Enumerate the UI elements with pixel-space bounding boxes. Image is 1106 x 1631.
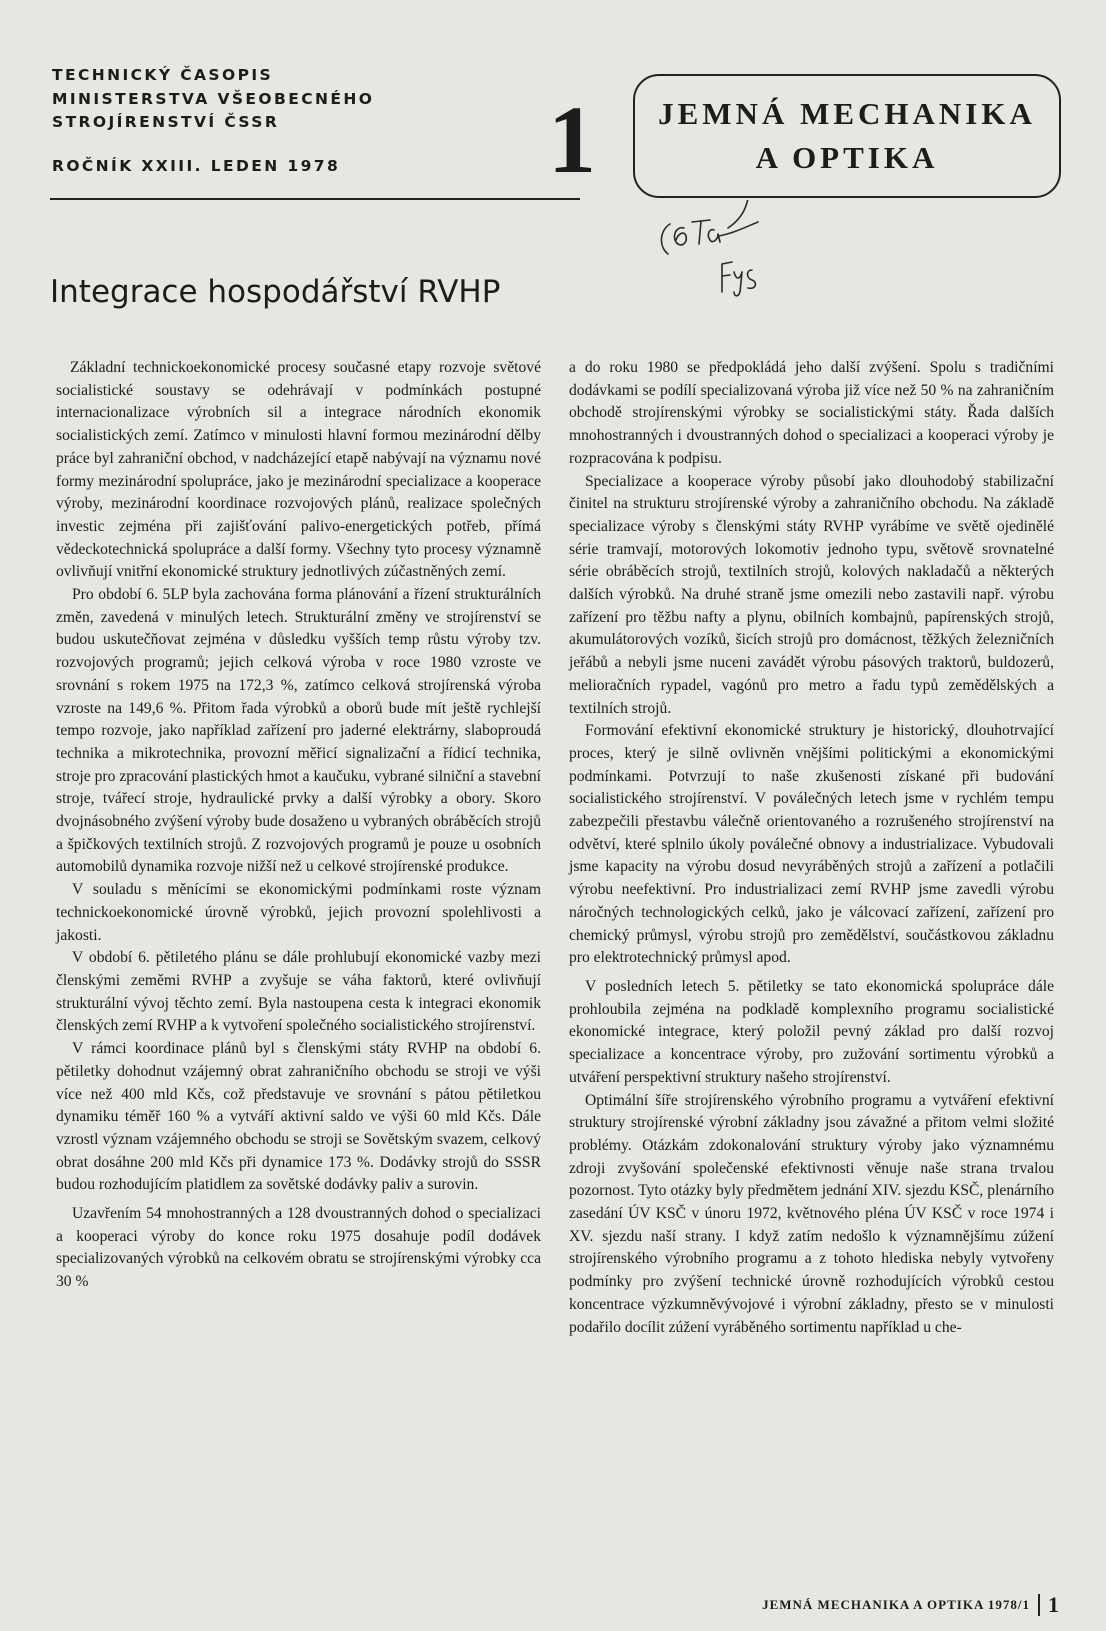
article-paragraph: V souladu s měnícími se ekonomickými podmínkami roste význam technickoekonomické úrovně výrobků, jejich provozní spolehlivosti a jakosti. xyxy=(56,881,541,944)
article-title: Integrace hospodářství RVHP xyxy=(50,274,501,310)
footer-journal-issue: JEMNÁ MECHANIKA A OPTIKA 1978/1 xyxy=(762,1597,1030,1612)
masthead-rule xyxy=(50,198,580,200)
article-paragraph: Optimální šíře strojírenského výrobního programu a vytváření efektivní struktury strojírenské výrobní základny jsou závažné a přitom velmi složité problémy. Otázkám zdokonalování struktury výroby jako významnému zdroji zvyšování společenské efektivnosti věnuje naše strana trvalou pozornost. Tyto otázky byly předmětem jednání XIV. sjezdu KSČ, plenárního zasedání ÚV KSČ v únoru 1972, květnového pléna ÚV KSČ v roce 1974 i XV. sjezdu naší strany. I když zatím nedošlo k významnějšímu zúžení strojírenského výrobního programu a z tohoto hlediska nebyly vytvořeny podmínky pro zvýšení technické úrovně rozhodujících výrobků cestou koncentrace výzkumněvývojové i výrobní základny, přesto se v minulosti podařilo docílit zúžení vyráběného sortimentu například u che- xyxy=(569,1091,1054,1336)
article-paragraph: Specializace a kooperace výroby působí jako dlouhodobý stabilizační činitel na strukturu strojírenské výroby a zahraničního obchodu. Na základě specializace výroby s členskými státy RVHP vyrábíme ve světě ojedinělé série tramvají, motorových lokomotiv jednoho typu, světově srovnatelné série obráběcích strojů, textilních strojů, kolových nakladačů a některých dalších výrobků. Na druhé straně jsme omezili nebo zastavili např. výrobu zařízení pro těžbu nafty a plynu, obilních kombajnů, papírenských strojů, akumulátorových vozíků, šicích strojů pro domácnost, těžkých železničních jeřábů a nebyli jsme nuceni zavádět výrobu pásových traktorů, buldozerů, melioračních rypadel, vagónů pro metro a řadu typů zemědělských a textilních strojů. xyxy=(569,472,1054,717)
handwritten-annotation-drawing xyxy=(648,200,798,320)
masthead xyxy=(52,64,374,178)
handwritten-annotation xyxy=(648,200,798,320)
article-paragraph: Základní technickoekonomické procesy současné etapy rozvoje světové socialistické soustavy se odehrávají v podmínkách postupné internacionalizace výrobních sil a integrace národních ekonomik socialistických zemí. Zatímco v minulosti hlavní formou mezinárodní dělby práce byl zahraniční obchod, v nadcházející etapě nabývají na významu nové formy mezinárodní spolupráce, jako je mezinárodní specializace a kooperace výroby, mezinárodní koordinace rozvojových plánů, realizace společných investic zejména při zajišťování palivo-energetických potřeb, přímá vědeckotechnická spolupráce a další formy. Všechny tyto procesy významně ovlivňují vnitřní ekonomické struktury jednotlivých zúčastněných zemí. xyxy=(56,359,541,581)
issue-number: 1 xyxy=(548,86,596,193)
journal-title-line-1: JEMNÁ MECHANIKA xyxy=(658,96,1036,131)
masthead-line-2: MINISTERSTVA VŠEOBECNÉHO xyxy=(52,89,375,108)
masthead-line-3: STROJÍRENSTVÍ ČSSR xyxy=(52,113,280,131)
journal-title-box xyxy=(633,74,1061,198)
journal-title-line-2: A OPTIKA xyxy=(755,140,939,175)
article-paragraph: V posledních letech 5. pětiletky se tato ekonomická spolupráce dále prohloubila zejména na podkladě komplexního programu socialistické ekonomické integrace, který položil pevný základ pro další rozvoj specializace a koncentrace výroby, pro zužování sortimentu výrobků a utváření perspektivní struktury našeho strojírenství. xyxy=(569,977,1054,1086)
article-paragraph: V období 6. pětiletého plánu se dále prohlubují ekonomické vazby mezi členskými zeměmi RVHP a zvyšuje se váha faktorů, které ovlivňují strukturální vývoj těchto zemí. Byla nastoupena cesta k integraci ekonomik členských zemí RVHP a k vytvoření společného socialistického strojírenství. xyxy=(56,949,541,1035)
page-footer xyxy=(762,1592,1060,1618)
issue-line: ROČNÍK XXIII. LEDEN 1978 xyxy=(52,156,341,175)
footer-separator xyxy=(1038,1594,1040,1616)
page-number: 1 xyxy=(1048,1592,1060,1617)
article-paragraph: a do roku 1980 se předpokládá jeho další zvýšení. Spolu s tradičními dodávkami se podílí specializovaná výroba již více než 50 % na zahraničním obchodě strojírenskými výrobky se socialistickými státy. Řada dalších mnohostranných i dvoustranných dohod o specializaci a kooperaci výroby je rozpracována k podpisu. xyxy=(569,359,1054,467)
article-paragraph: Pro období 6. 5LP byla zachována forma plánování a řízení strukturálních změn, zavedená v minulých letech. Strukturální změny ve strojírenství se budou uskutečňovat zejména v důsledku vyšších temp růstu výroby tzv. rozvojových programů; jejich celková výroba v roce 1980 vzroste ve srovnání s rokem 1975 na 172,3 %, zatímco celková strojírenská výroba vzroste na 149,6 %. Přitom řada výrobků a oborů bude mít ještě rychlejší tempo rozvoje, jako například zařízení pro jaderné elektrárny, slaboproudá technika a mikrotechnika, provozní měřicí signalizační a řídicí technika, stroje pro zpracování plastických hmot a kaučuku, vybrané silniční a stavební stroje, tvářecí stroje, hydraulické prvky a další výrobky a obory. Skoro dvojnásobného zvýšení výroby bude dosaženo u vybraných obráběcích strojů a špičkových textilních strojů. Z rozvojových programů je pouze u osobních automobilů dynamika rozvoje nižší než u celkové strojírenské produkce. xyxy=(56,586,541,876)
article-paragraph: Formování efektivní ekonomické struktury je historický, dlouhotrvající proces, který je silně ovlivněn vnějšími politickými a ekonomickými podmínkami. Potvrzují to naše zkušenosti získané při budování socialistického strojírenství. V poválečných letech jsme v rychlém tempu zabezpečili přestavbu válečně orientovaného a rozrušeného strojírenství na odvětví, které splnilo úkoly poválečné obnovy a industrializace. Vybudovali jsme kapacity na výrobu dosud nevyráběných strojů a zařízení a potlačili výrobu neefektivní. Pro industrializaci zemí RVHP jsme zavedli výrobu náročných technologických celků, jako je válcovací zařízení, zařízení pro chemický průmysl, výrobu strojů pro zemědělství, součástkovou základnu pro elektrotechnický průmysl apod. xyxy=(569,722,1054,967)
article-right-column xyxy=(569,357,1054,1339)
masthead-line-1: TECHNICKÝ ČASOPIS xyxy=(52,66,274,84)
article-left-column xyxy=(56,357,541,1294)
article-paragraph: V rámci koordinace plánů byl s členskými státy RVHP na období 6. pětiletky dohodnut vzájemný obrat zahraničního obchodu se stroji ve výši více než 400 mld Kčs, což představuje ve srovnání s pátou pětiletkou dynamiku téměř 160 % a vytváří aktivní saldo ve výši 60 mld Kčs. Dále vzrostl význam vzájemného obchodu se stroji se Sovětským svazem, celkový obrat dosáhne 200 mld Kčs při dynamice 173 %. Dodávky strojů do SSSR budou rozhodujícím platidlem za sovětské dodávky paliv a surovin. xyxy=(56,1040,541,1194)
article-paragraph: Uzavřením 54 mnohostranných a 128 dvoustranných dohod o specializaci a kooperaci výroby do konce roku 1975 dosahuje podíl dodávek specializovaných výrobků na celkovém obratu se strojírenskými výrobky cca 30 % xyxy=(56,1205,541,1291)
